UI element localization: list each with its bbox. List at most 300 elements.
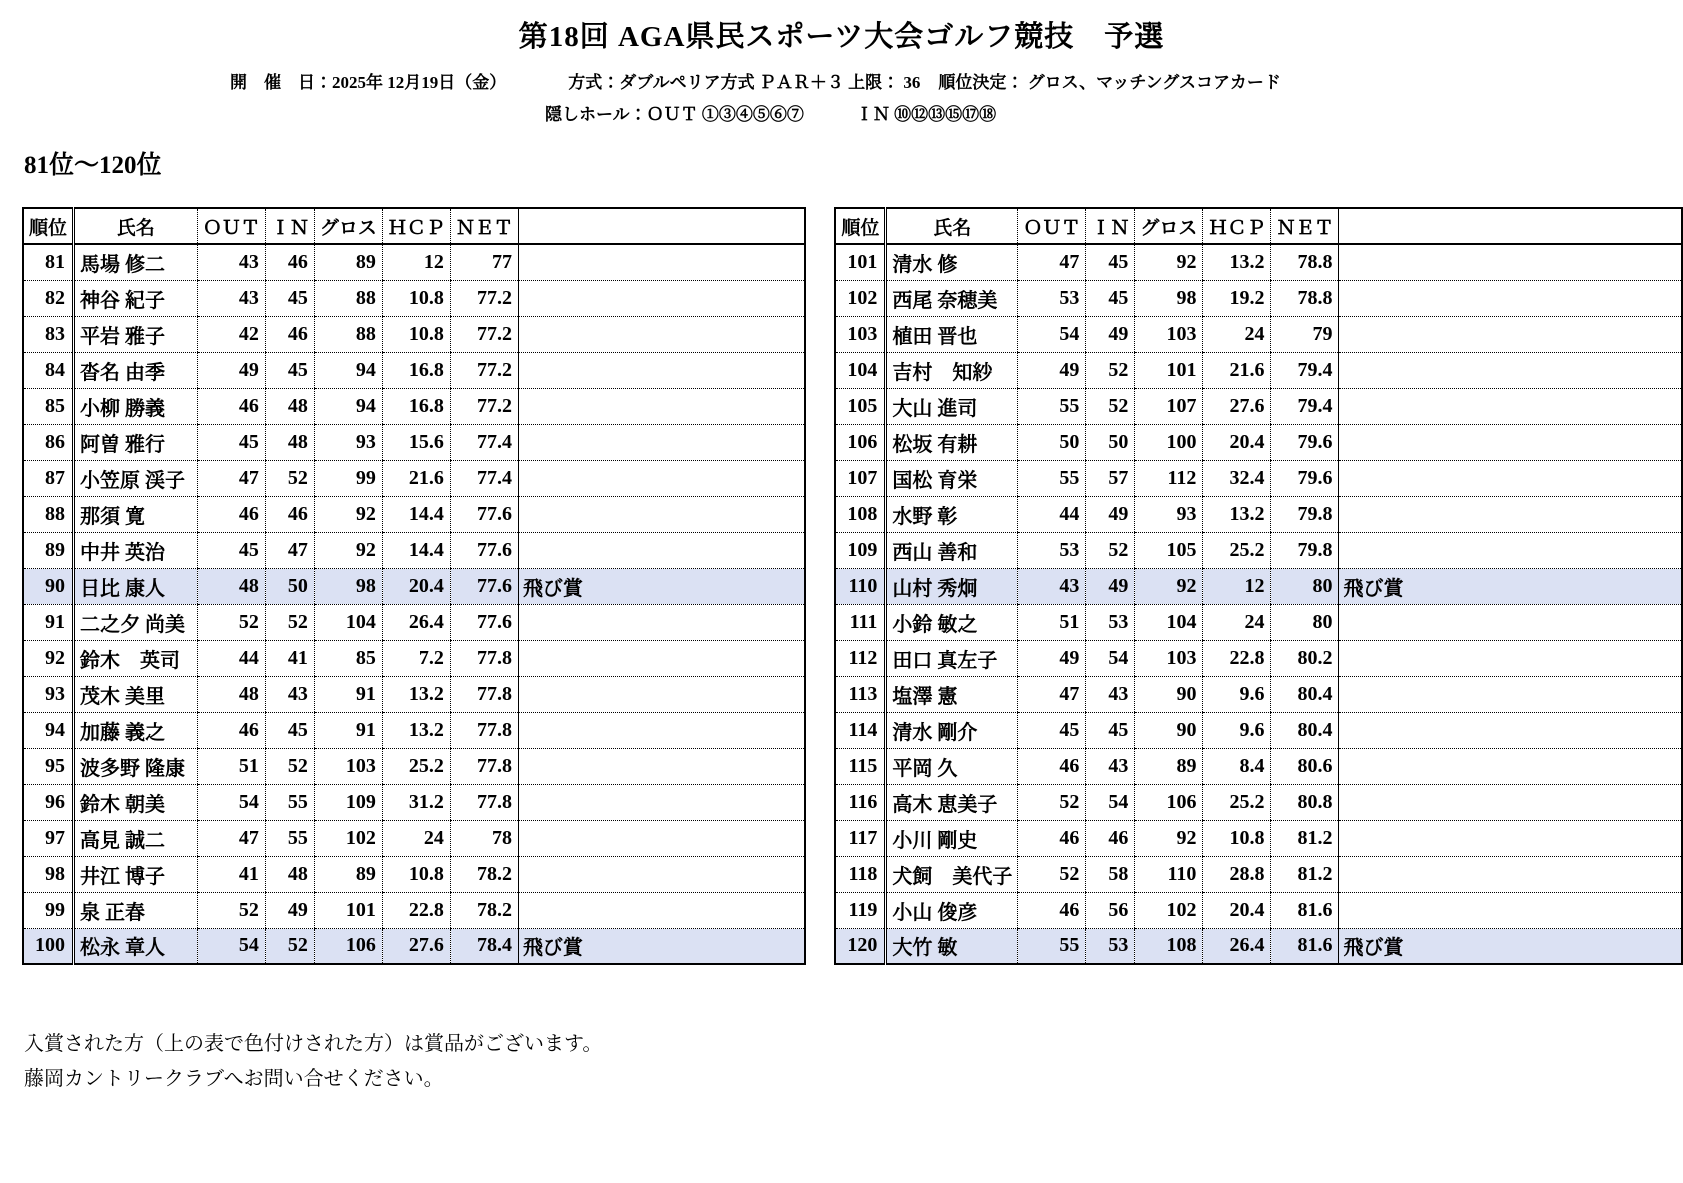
in-cell: 53	[1086, 604, 1135, 640]
rank-cell: 90	[23, 568, 74, 604]
gross-cell: 89	[314, 244, 382, 280]
gross-cell: 88	[314, 316, 382, 352]
gross-cell: 110	[1135, 856, 1203, 892]
gross-cell: 91	[314, 712, 382, 748]
prize-cell	[518, 460, 805, 496]
name-cell: 小川 剛史	[886, 820, 1018, 856]
rank-cell: 89	[23, 532, 74, 568]
in-cell: 52	[265, 748, 314, 784]
rank-cell: 83	[23, 316, 74, 352]
rank-cell: 117	[835, 820, 886, 856]
hcp-cell: 16.8	[382, 352, 450, 388]
out-cell: 53	[1018, 532, 1086, 568]
out-cell: 50	[1018, 424, 1086, 460]
rank-cell: 92	[23, 640, 74, 676]
table-row	[23, 496, 805, 532]
table-row	[835, 316, 1682, 352]
name-cell: 犬飼 美代子	[886, 856, 1018, 892]
prize-cell	[1339, 460, 1682, 496]
hcp-cell: 13.2	[382, 712, 450, 748]
prize-cell	[518, 352, 805, 388]
gross-cell: 107	[1135, 388, 1203, 424]
column-header-prize	[1339, 208, 1682, 244]
hcp-cell: 22.8	[382, 892, 450, 928]
table-row	[835, 820, 1682, 856]
hcp-cell: 31.2	[382, 784, 450, 820]
prize-cell	[1339, 244, 1682, 280]
net-cell: 77.6	[450, 568, 518, 604]
out-cell: 46	[197, 712, 265, 748]
rank-cell: 103	[835, 316, 886, 352]
net-cell: 77.6	[450, 496, 518, 532]
rank-cell: 99	[23, 892, 74, 928]
out-cell: 52	[197, 892, 265, 928]
hcp-cell: 14.4	[382, 496, 450, 532]
net-cell: 79	[1271, 316, 1339, 352]
in-cell: 47	[265, 532, 314, 568]
prize-cell	[1339, 820, 1682, 856]
net-cell: 81.6	[1271, 928, 1339, 964]
hcp-cell: 20.4	[1203, 892, 1271, 928]
table-row	[835, 748, 1682, 784]
in-cell: 50	[1086, 424, 1135, 460]
net-cell: 80	[1271, 604, 1339, 640]
gross-cell: 85	[314, 640, 382, 676]
hcp-cell: 8.4	[1203, 748, 1271, 784]
hcp-cell: 10.8	[1203, 820, 1271, 856]
prize-cell	[518, 604, 805, 640]
name-cell: 波多野 隆康	[74, 748, 198, 784]
name-cell: 平岡 久	[886, 748, 1018, 784]
name-cell: 国松 育栄	[886, 460, 1018, 496]
prize-cell	[1339, 676, 1682, 712]
gross-cell: 102	[314, 820, 382, 856]
name-cell: 塩澤 憲	[886, 676, 1018, 712]
net-cell: 77.8	[450, 712, 518, 748]
gross-cell: 101	[314, 892, 382, 928]
hcp-cell: 21.6	[382, 460, 450, 496]
name-cell: 大竹 敏	[886, 928, 1018, 964]
name-cell: 二之夕 尚美	[74, 604, 198, 640]
prize-cell	[518, 748, 805, 784]
section-label: 81位～120位	[24, 152, 162, 179]
column-header-rank: 順位	[835, 208, 886, 244]
net-cell: 80.2	[1271, 640, 1339, 676]
in-cell: 46	[265, 496, 314, 532]
name-cell: 清水 修	[886, 244, 1018, 280]
net-cell: 77.6	[450, 532, 518, 568]
out-cell: 52	[197, 604, 265, 640]
rank-cell: 98	[23, 856, 74, 892]
rank-cell: 113	[835, 676, 886, 712]
in-cell: 49	[1086, 496, 1135, 532]
prize-cell	[518, 640, 805, 676]
results-tables	[22, 207, 1683, 965]
prize-cell	[518, 820, 805, 856]
gross-cell: 92	[314, 496, 382, 532]
hcp-cell: 13.2	[382, 676, 450, 712]
prize-cell: 飛び賞	[518, 568, 805, 604]
in-cell: 48	[265, 856, 314, 892]
rank-cell: 91	[23, 604, 74, 640]
rank-cell: 104	[835, 352, 886, 388]
name-cell: 那須 寛	[74, 496, 198, 532]
prize-cell: 飛び賞	[1339, 928, 1682, 964]
out-cell: 45	[1018, 712, 1086, 748]
rank-cell: 119	[835, 892, 886, 928]
net-cell: 77.8	[450, 676, 518, 712]
hcp-cell: 15.6	[382, 424, 450, 460]
net-cell: 78.8	[1271, 280, 1339, 316]
net-cell: 80.6	[1271, 748, 1339, 784]
rank-cell: 100	[23, 928, 74, 964]
name-cell: 水野 彰	[886, 496, 1018, 532]
table-row	[23, 604, 805, 640]
in-cell: 45	[265, 712, 314, 748]
name-cell: 日比 康人	[74, 568, 198, 604]
ranking-rule: 順位決定： グロス、マッチングスコアカード	[938, 73, 1281, 92]
hcp-cell: 24	[1203, 604, 1271, 640]
out-cell: 47	[1018, 676, 1086, 712]
table-row	[23, 748, 805, 784]
gross-cell: 92	[1135, 820, 1203, 856]
name-cell: 小山 俊彦	[886, 892, 1018, 928]
column-header-name: 氏名	[886, 208, 1018, 244]
net-cell: 78	[450, 820, 518, 856]
out-cell: 47	[197, 820, 265, 856]
rank-cell: 87	[23, 460, 74, 496]
prize-cell	[518, 784, 805, 820]
name-cell: 松永 章人	[74, 928, 198, 964]
rank-cell: 101	[835, 244, 886, 280]
meta-line-2	[0, 100, 1683, 125]
hcp-cell: 19.2	[1203, 280, 1271, 316]
prize-cell	[1339, 748, 1682, 784]
table-row	[23, 820, 805, 856]
gross-cell: 102	[1135, 892, 1203, 928]
hcp-cell: 7.2	[382, 640, 450, 676]
column-header-gross: グロス	[1135, 208, 1203, 244]
gross-cell: 106	[314, 928, 382, 964]
in-cell: 49	[265, 892, 314, 928]
in-cell: 45	[1086, 280, 1135, 316]
name-cell: 加藤 義之	[74, 712, 198, 748]
in-cell: 45	[265, 280, 314, 316]
table-row	[835, 352, 1682, 388]
gross-cell: 91	[314, 676, 382, 712]
net-cell: 79.8	[1271, 496, 1339, 532]
rank-cell: 115	[835, 748, 886, 784]
hidden-holes-out: 隠しホール：ＯＵＴ ①③④⑤⑥⑦	[545, 105, 804, 124]
in-cell: 53	[1086, 928, 1135, 964]
name-cell: 鈴木 朝美	[74, 784, 198, 820]
gross-cell: 90	[1135, 676, 1203, 712]
out-cell: 55	[1018, 460, 1086, 496]
table-row	[23, 244, 805, 280]
rank-cell: 94	[23, 712, 74, 748]
in-cell: 54	[1086, 640, 1135, 676]
rank-cell: 95	[23, 748, 74, 784]
out-cell: 48	[197, 676, 265, 712]
table-row	[23, 388, 805, 424]
in-cell: 55	[265, 784, 314, 820]
in-cell: 48	[265, 424, 314, 460]
net-cell: 77	[450, 244, 518, 280]
in-cell: 49	[1086, 316, 1135, 352]
prize-cell	[518, 424, 805, 460]
table-row	[23, 784, 805, 820]
hcp-cell: 26.4	[1203, 928, 1271, 964]
gross-cell: 103	[1135, 316, 1203, 352]
hcp-cell: 10.8	[382, 280, 450, 316]
hcp-cell: 12	[1203, 568, 1271, 604]
gross-cell: 93	[314, 424, 382, 460]
out-cell: 41	[197, 856, 265, 892]
in-cell: 45	[1086, 712, 1135, 748]
out-cell: 43	[1018, 568, 1086, 604]
table-header-row	[23, 208, 805, 244]
rank-cell: 114	[835, 712, 886, 748]
footer-line-1: 入賞された方（上の表で色付けされた方）は賞品がございます。	[24, 1033, 603, 1055]
prize-cell	[1339, 604, 1682, 640]
rank-cell: 110	[835, 568, 886, 604]
hidden-holes-in: ＩＮ ⑩⑫⑬⑮⑰⑱	[855, 105, 997, 124]
gross-cell: 104	[314, 604, 382, 640]
rank-cell: 93	[23, 676, 74, 712]
table-row	[23, 892, 805, 928]
table-row	[23, 280, 805, 316]
name-cell: 植田 晋也	[886, 316, 1018, 352]
prize-cell	[1339, 496, 1682, 532]
in-cell: 57	[1086, 460, 1135, 496]
in-cell: 52	[1086, 388, 1135, 424]
net-cell: 77.2	[450, 280, 518, 316]
name-cell: 高木 恵美子	[886, 784, 1018, 820]
gross-cell: 90	[1135, 712, 1203, 748]
hcp-cell: 12	[382, 244, 450, 280]
column-header-hcp: ＨＣＰ	[382, 208, 450, 244]
prize-cell	[1339, 892, 1682, 928]
out-cell: 47	[1018, 244, 1086, 280]
hcp-cell: 21.6	[1203, 352, 1271, 388]
prize-cell: 飛び賞	[518, 928, 805, 964]
gross-cell: 89	[314, 856, 382, 892]
column-header-net: ＮＥＴ	[450, 208, 518, 244]
hcp-cell: 32.4	[1203, 460, 1271, 496]
page-title: 第18回 AGA県民スポーツ大会ゴルフ競技 予選	[518, 21, 1165, 53]
net-cell: 80.4	[1271, 712, 1339, 748]
net-cell: 78.8	[1271, 244, 1339, 280]
hcp-cell: 24	[1203, 316, 1271, 352]
gross-cell: 109	[314, 784, 382, 820]
prize-cell	[518, 712, 805, 748]
hcp-cell: 14.4	[382, 532, 450, 568]
hcp-cell: 13.2	[1203, 496, 1271, 532]
out-cell: 49	[1018, 352, 1086, 388]
out-cell: 52	[1018, 856, 1086, 892]
column-header-in: ＩＮ	[1086, 208, 1135, 244]
net-cell: 78.2	[450, 892, 518, 928]
gross-cell: 98	[314, 568, 382, 604]
prize-cell	[1339, 280, 1682, 316]
footer-note	[24, 1027, 1683, 1097]
out-cell: 45	[197, 424, 265, 460]
net-cell: 79.6	[1271, 460, 1339, 496]
column-header-rank: 順位	[23, 208, 74, 244]
rank-cell: 105	[835, 388, 886, 424]
name-cell: 高見 誠二	[74, 820, 198, 856]
in-cell: 45	[265, 352, 314, 388]
gross-cell: 98	[1135, 280, 1203, 316]
hcp-cell: 22.8	[1203, 640, 1271, 676]
out-cell: 51	[197, 748, 265, 784]
rank-cell: 88	[23, 496, 74, 532]
in-cell: 50	[265, 568, 314, 604]
name-cell: 中井 英治	[74, 532, 198, 568]
hcp-cell: 28.8	[1203, 856, 1271, 892]
column-header-out: ＯＵＴ	[1018, 208, 1086, 244]
in-cell: 43	[1086, 748, 1135, 784]
out-cell: 54	[1018, 316, 1086, 352]
table-row	[835, 784, 1682, 820]
column-header-in: ＩＮ	[265, 208, 314, 244]
hcp-cell: 25.2	[1203, 784, 1271, 820]
name-cell: 清水 剛介	[886, 712, 1018, 748]
table-row	[23, 640, 805, 676]
gross-cell: 94	[314, 388, 382, 424]
name-cell: 西山 善和	[886, 532, 1018, 568]
hcp-cell: 25.2	[1203, 532, 1271, 568]
out-cell: 44	[1018, 496, 1086, 532]
gross-cell: 99	[314, 460, 382, 496]
rank-cell: 81	[23, 244, 74, 280]
name-cell: 井江 博子	[74, 856, 198, 892]
out-cell: 55	[1018, 388, 1086, 424]
prize-cell	[518, 244, 805, 280]
net-cell: 81.6	[1271, 892, 1339, 928]
table-row	[835, 496, 1682, 532]
net-cell: 80	[1271, 568, 1339, 604]
in-cell: 52	[265, 604, 314, 640]
table-row	[835, 892, 1682, 928]
table-row	[835, 676, 1682, 712]
prize-cell	[518, 892, 805, 928]
results-table-left	[22, 207, 806, 965]
table-row	[835, 244, 1682, 280]
net-cell: 79.4	[1271, 352, 1339, 388]
rank-cell: 111	[835, 604, 886, 640]
prize-cell	[1339, 712, 1682, 748]
hcp-cell: 16.8	[382, 388, 450, 424]
table-row	[835, 568, 1682, 604]
name-cell: 小笠原 渓子	[74, 460, 198, 496]
rank-cell: 107	[835, 460, 886, 496]
out-cell: 53	[1018, 280, 1086, 316]
in-cell: 52	[1086, 532, 1135, 568]
name-cell: 吉村 知紗	[886, 352, 1018, 388]
table-row	[23, 856, 805, 892]
net-cell: 77.2	[450, 352, 518, 388]
hcp-cell: 13.2	[1203, 244, 1271, 280]
table-row	[23, 352, 805, 388]
gross-cell: 88	[314, 280, 382, 316]
name-cell: 松坂 有耕	[886, 424, 1018, 460]
prize-cell	[1339, 532, 1682, 568]
hcp-cell: 9.6	[1203, 712, 1271, 748]
net-cell: 77.4	[450, 460, 518, 496]
in-cell: 52	[1086, 352, 1135, 388]
rank-cell: 102	[835, 280, 886, 316]
gross-cell: 92	[1135, 568, 1203, 604]
gross-cell: 104	[1135, 604, 1203, 640]
hcp-cell: 27.6	[1203, 388, 1271, 424]
rank-cell: 84	[23, 352, 74, 388]
column-header-out: ＯＵＴ	[197, 208, 265, 244]
out-cell: 46	[197, 388, 265, 424]
table-row	[23, 424, 805, 460]
name-cell: 鈴木 英司	[74, 640, 198, 676]
out-cell: 43	[197, 280, 265, 316]
in-cell: 48	[265, 388, 314, 424]
table-row	[835, 532, 1682, 568]
meta-line-1	[0, 68, 1683, 93]
in-cell: 56	[1086, 892, 1135, 928]
net-cell: 77.4	[450, 424, 518, 460]
out-cell: 42	[197, 316, 265, 352]
net-cell: 77.8	[450, 748, 518, 784]
gross-cell: 103	[1135, 640, 1203, 676]
hcp-cell: 20.4	[382, 568, 450, 604]
net-cell: 78.2	[450, 856, 518, 892]
gross-cell: 101	[1135, 352, 1203, 388]
net-cell: 80.8	[1271, 784, 1339, 820]
table-row	[835, 604, 1682, 640]
name-cell: 茂木 美里	[74, 676, 198, 712]
table-row	[23, 568, 805, 604]
out-cell: 46	[1018, 748, 1086, 784]
name-cell: 阿曽 雅行	[74, 424, 198, 460]
footer-line-2: 藤岡カントリークラブへお問い合せください。	[24, 1068, 444, 1090]
in-cell: 46	[1086, 820, 1135, 856]
table-row	[23, 712, 805, 748]
name-cell: 泉 正春	[74, 892, 198, 928]
gross-cell: 92	[1135, 244, 1203, 280]
net-cell: 77.8	[450, 784, 518, 820]
rank-cell: 120	[835, 928, 886, 964]
event-date: 開 催 日：2025年 12月19日（金）	[230, 73, 507, 92]
rank-cell: 108	[835, 496, 886, 532]
in-cell: 43	[1086, 676, 1135, 712]
table-row	[23, 928, 805, 964]
rank-cell: 109	[835, 532, 886, 568]
name-cell: 馬場 修二	[74, 244, 198, 280]
rank-cell: 85	[23, 388, 74, 424]
in-cell: 58	[1086, 856, 1135, 892]
table-row	[835, 640, 1682, 676]
name-cell: 平岩 雅子	[74, 316, 198, 352]
name-cell: 田口 真左子	[886, 640, 1018, 676]
in-cell: 52	[265, 460, 314, 496]
name-cell: 神谷 紀子	[74, 280, 198, 316]
table-row	[23, 460, 805, 496]
rank-cell: 116	[835, 784, 886, 820]
hcp-cell: 9.6	[1203, 676, 1271, 712]
name-cell: 沓名 由季	[74, 352, 198, 388]
net-cell: 79.6	[1271, 424, 1339, 460]
rank-cell: 86	[23, 424, 74, 460]
net-cell: 79.4	[1271, 388, 1339, 424]
out-cell: 46	[1018, 820, 1086, 856]
